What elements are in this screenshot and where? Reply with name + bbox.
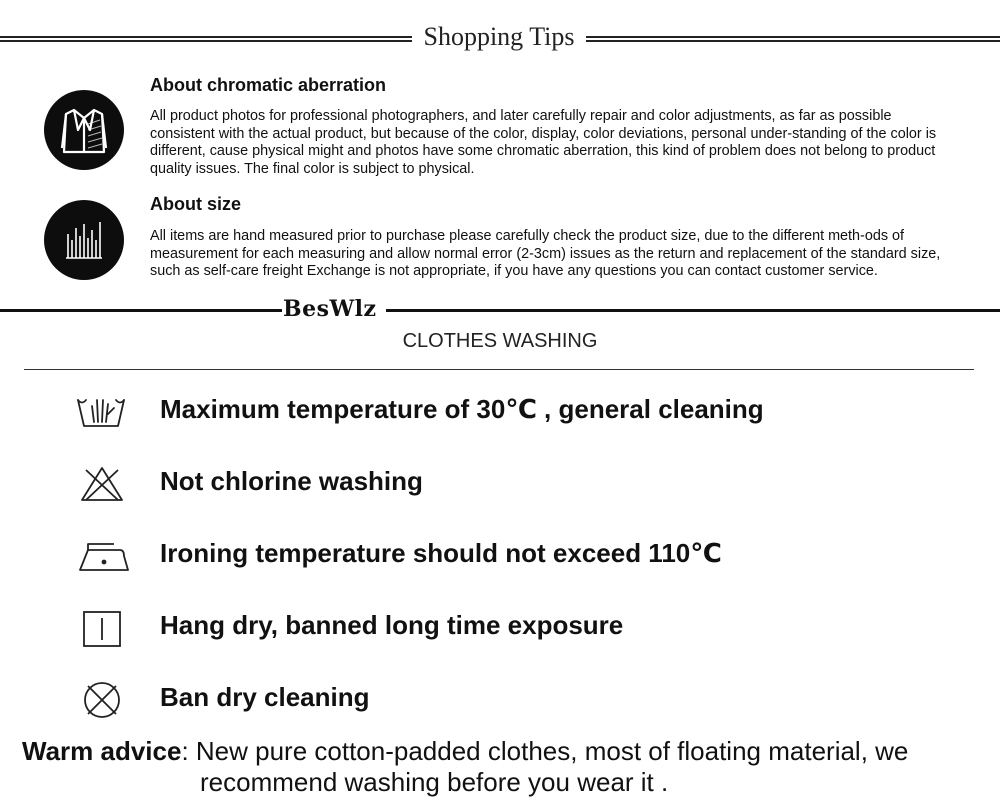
tip-title-chromatic: About chromatic aberration	[150, 75, 387, 95]
iron-icon	[74, 536, 130, 576]
shopping-tips-title: Shopping Tips	[423, 22, 575, 51]
hand-wash-icon	[74, 392, 130, 432]
measurement-icon	[44, 200, 124, 280]
care-row-hand-wash	[0, 386, 1000, 436]
no-bleach-icon	[74, 464, 130, 504]
care-text-no-bleach: Not chlorine washing	[160, 466, 423, 496]
care-row-no-bleach	[0, 458, 1000, 508]
shopping-tips-header	[0, 22, 1000, 56]
brand-rule-right	[386, 309, 1000, 312]
tip-title-size: About size	[150, 194, 242, 214]
header-rule-left	[0, 36, 412, 42]
hang-dry-icon	[74, 608, 130, 648]
clothes-washing-heading: CLOTHES WASHING	[402, 330, 598, 352]
care-text-hang-dry: Hang dry, banned long time exposure	[160, 610, 624, 640]
brand-separator	[0, 296, 1000, 324]
header-rule-right	[586, 36, 1000, 42]
warm-advice	[22, 736, 992, 798]
care-row-dry-cleaning	[0, 674, 1000, 724]
care-text-hand-wash: Maximum temperature of 30℃ , general cleaning	[160, 394, 764, 424]
care-row-hang-dry	[0, 602, 1000, 652]
tip-body-size: All items are hand measured prior to purchase please carefully check the product size, due to the different meth-ods of measurement for each measuring and allow normal error (2-3cm) issues as the return and replacement of the standard size, such as self-care freight Exchange is not appropriate, if you have any questions you can contact customer service.	[150, 228, 941, 279]
brand-rule-left	[0, 309, 282, 312]
advice-line-2: recommend washing before you wear it .	[200, 767, 669, 797]
advice-line-1	[22, 736, 992, 767]
tip-body-chromatic: All product photos for professional photographers, and later carefully repair and color adjustments, as far as possible consistent with the actual product, but because of the color, display, color deviations, personal under-standing of the color is different, cause physical might and photos have some chromatic aberration, this kind of problem does not belong to product quality issues. The final color is subject to physical.	[150, 108, 937, 177]
washing-divider	[24, 369, 974, 370]
advice-label: Warm advice	[22, 736, 182, 766]
no-dry-clean-icon	[74, 680, 130, 720]
care-text-dry-cleaning: Ban dry cleaning	[160, 682, 370, 712]
brand-logo: BesWlz	[283, 296, 377, 322]
advice-text-1: : New pure cotton-padded clothes, most of floating material, we	[181, 736, 909, 766]
care-text-ironing: Ironing temperature should not exceed 110℃	[160, 538, 722, 568]
jacket-icon	[44, 90, 124, 170]
care-row-ironing	[0, 530, 1000, 580]
